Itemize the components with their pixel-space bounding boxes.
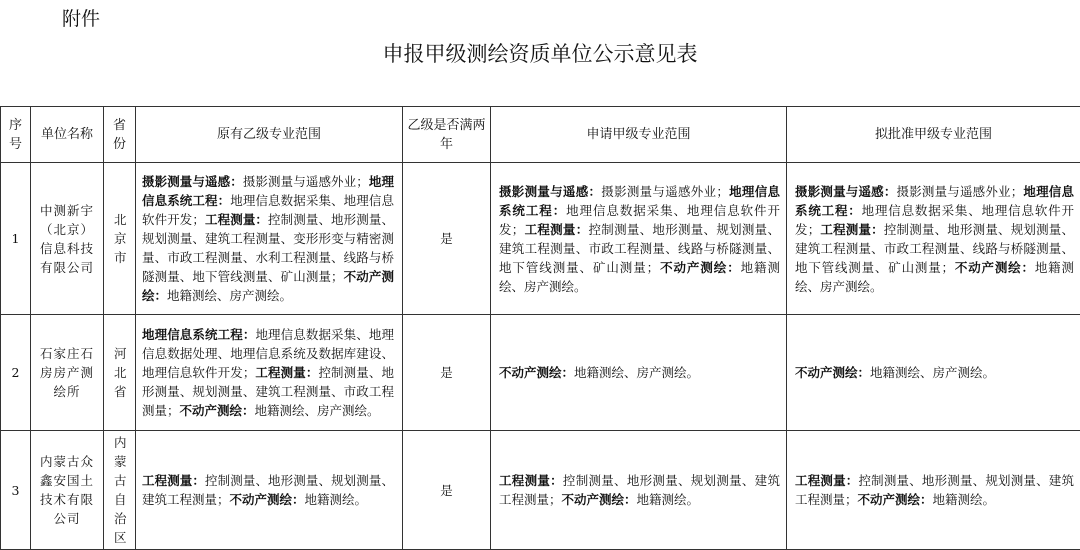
scope-category-label: 不动产测绘： xyxy=(954,260,1035,275)
cell-original-scope xyxy=(136,163,403,315)
scope-description: 地理信息数据采集、地理信息数据处理、地理信息系统及数据库建设、地理信息软件开发； xyxy=(142,327,394,380)
cell-two-years: 是 xyxy=(403,163,491,315)
cell-province: 北京市 xyxy=(104,163,136,315)
cell-two-years: 是 xyxy=(403,315,491,431)
cell-unit: 石家庄石房房产测绘所 xyxy=(31,315,104,431)
scope-description: 地籍测绘。 xyxy=(637,492,700,507)
scope-category-label: 不动产测绘： xyxy=(858,492,933,507)
scope-category-label: 不动产测绘： xyxy=(230,492,305,507)
scope-category-label: 地理信息系统工程： xyxy=(499,184,780,218)
scope-description: 地籍测绘、房产测绘。 xyxy=(499,260,780,294)
scope-category-label: 工程测量： xyxy=(795,473,858,488)
annex-label: 附件 xyxy=(62,4,100,31)
scope-category-label: 工程测量： xyxy=(255,365,318,380)
scope-description: 地籍测绘、房产测绘。 xyxy=(795,260,1074,294)
table-row xyxy=(1,431,1080,550)
scope-category-label: 不动产测绘： xyxy=(795,365,870,380)
cell-applied-scope xyxy=(491,431,787,550)
scope-description: 控制测量、地形测量、规划测量、建筑工程测量； xyxy=(795,473,1074,507)
col-header-original-scope: 原有乙级专业范围 xyxy=(136,107,403,163)
scope-category-label: 工程测量： xyxy=(524,222,588,237)
scope-category-label: 摄影测量与遥感： xyxy=(142,174,243,189)
cell-applied-scope xyxy=(491,163,787,315)
cell-no: 3 xyxy=(1,431,31,550)
scope-category-label: 不动产测绘： xyxy=(499,365,574,380)
scope-description: 地理信息数据采集、地理信息软件开发； xyxy=(795,203,1074,237)
scope-description: 摄影测量与遥感外业； xyxy=(897,184,1024,199)
col-header-approved-scope: 拟批准甲级专业范围 xyxy=(787,107,1080,163)
col-header-province: 省份 xyxy=(104,107,136,163)
page-title: 申报甲级测绘资质单位公示意见表 xyxy=(0,38,1080,68)
scope-category-label: 不动产测绘： xyxy=(180,403,255,418)
scope-description: 地籍测绘、房产测绘。 xyxy=(255,403,380,418)
scope-description: 地理信息数据采集、地理信息软件开发； xyxy=(142,193,394,227)
cell-no: 2 xyxy=(1,315,31,431)
scope-description: 控制测量、地形测量、规划测量、建筑工程测量、市政工程测量、线路与桥隧测量、地下管线测量、矿山测量； xyxy=(795,222,1074,275)
scope-category-label: 工程测量： xyxy=(142,473,205,488)
table-row xyxy=(1,315,1080,431)
cell-two-years: 是 xyxy=(403,431,491,550)
col-header-applied-scope: 申请甲级专业范围 xyxy=(491,107,787,163)
scope-description: 控制测量、地形测量、规划测量、建筑工程测量、市政工程测量； xyxy=(142,365,394,418)
cell-no: 1 xyxy=(1,163,31,315)
scope-category-label: 不动产测绘： xyxy=(562,492,637,507)
scope-category-label: 不动产测绘： xyxy=(142,269,394,303)
cell-province: 河北省 xyxy=(104,315,136,431)
cell-unit: 中测新宇（北京）信息科技有限公司 xyxy=(31,163,104,315)
scope-description: 地籍测绘。 xyxy=(933,492,996,507)
scope-category-label: 工程测量： xyxy=(205,212,268,227)
col-header-two-years: 乙级是否满两年 xyxy=(403,107,491,163)
scope-description: 控制测量、地形测量、规划测量、建筑工程测量； xyxy=(499,473,780,507)
cell-approved-scope xyxy=(787,315,1080,431)
scope-description: 地理信息数据采集、地理信息软件开发； xyxy=(499,203,780,237)
scope-category-label: 地理信息系统工程： xyxy=(142,327,255,342)
scope-description: 控制测量、地形测量、规划测量、建筑工程测量； xyxy=(142,473,394,507)
cell-province: 内蒙古自治区 xyxy=(104,431,136,550)
scope-description: 地籍测绘、房产测绘。 xyxy=(574,365,699,380)
cell-unit: 内蒙古众鑫安国土技术有限公司 xyxy=(31,431,104,550)
scope-category-label: 地理信息系统工程： xyxy=(795,184,1074,218)
table-row xyxy=(1,163,1080,315)
disclosure-table xyxy=(0,106,1080,550)
scope-description: 控制测量、地形测量、规划测量、建筑工程测量、变形形变与精密测量、市政工程测量、水利工程测量、线路与桥隧测量、地下管线测量、矿山测量； xyxy=(142,212,394,284)
scope-description: 摄影测量与遥感外业； xyxy=(601,184,729,199)
scope-category-label: 摄影测量与遥感： xyxy=(499,184,601,199)
scope-description: 摄影测量与遥感外业； xyxy=(243,174,369,189)
scope-description: 地籍测绘、房产测绘。 xyxy=(167,288,292,303)
cell-applied-scope xyxy=(491,315,787,431)
cell-original-scope xyxy=(136,315,403,431)
cell-approved-scope xyxy=(787,163,1080,315)
header-row xyxy=(1,107,1080,163)
scope-description: 地籍测绘、房产测绘。 xyxy=(870,365,995,380)
scope-category-label: 工程测量： xyxy=(820,222,884,237)
scope-category-label: 摄影测量与遥感： xyxy=(795,184,897,199)
cell-approved-scope xyxy=(787,431,1080,550)
scope-category-label: 不动产测绘： xyxy=(659,260,740,275)
col-header-no: 序号 xyxy=(1,107,31,163)
scope-description: 控制测量、地形测量、规划测量、建筑工程测量、市政工程测量、线路与桥隧测量、地下管线测量、矿山测量； xyxy=(499,222,780,275)
scope-category-label: 地理信息系统工程： xyxy=(142,174,394,208)
col-header-unit: 单位名称 xyxy=(31,107,104,163)
cell-original-scope xyxy=(136,431,403,550)
scope-category-label: 工程测量： xyxy=(499,473,563,488)
scope-description: 地籍测绘。 xyxy=(305,492,368,507)
